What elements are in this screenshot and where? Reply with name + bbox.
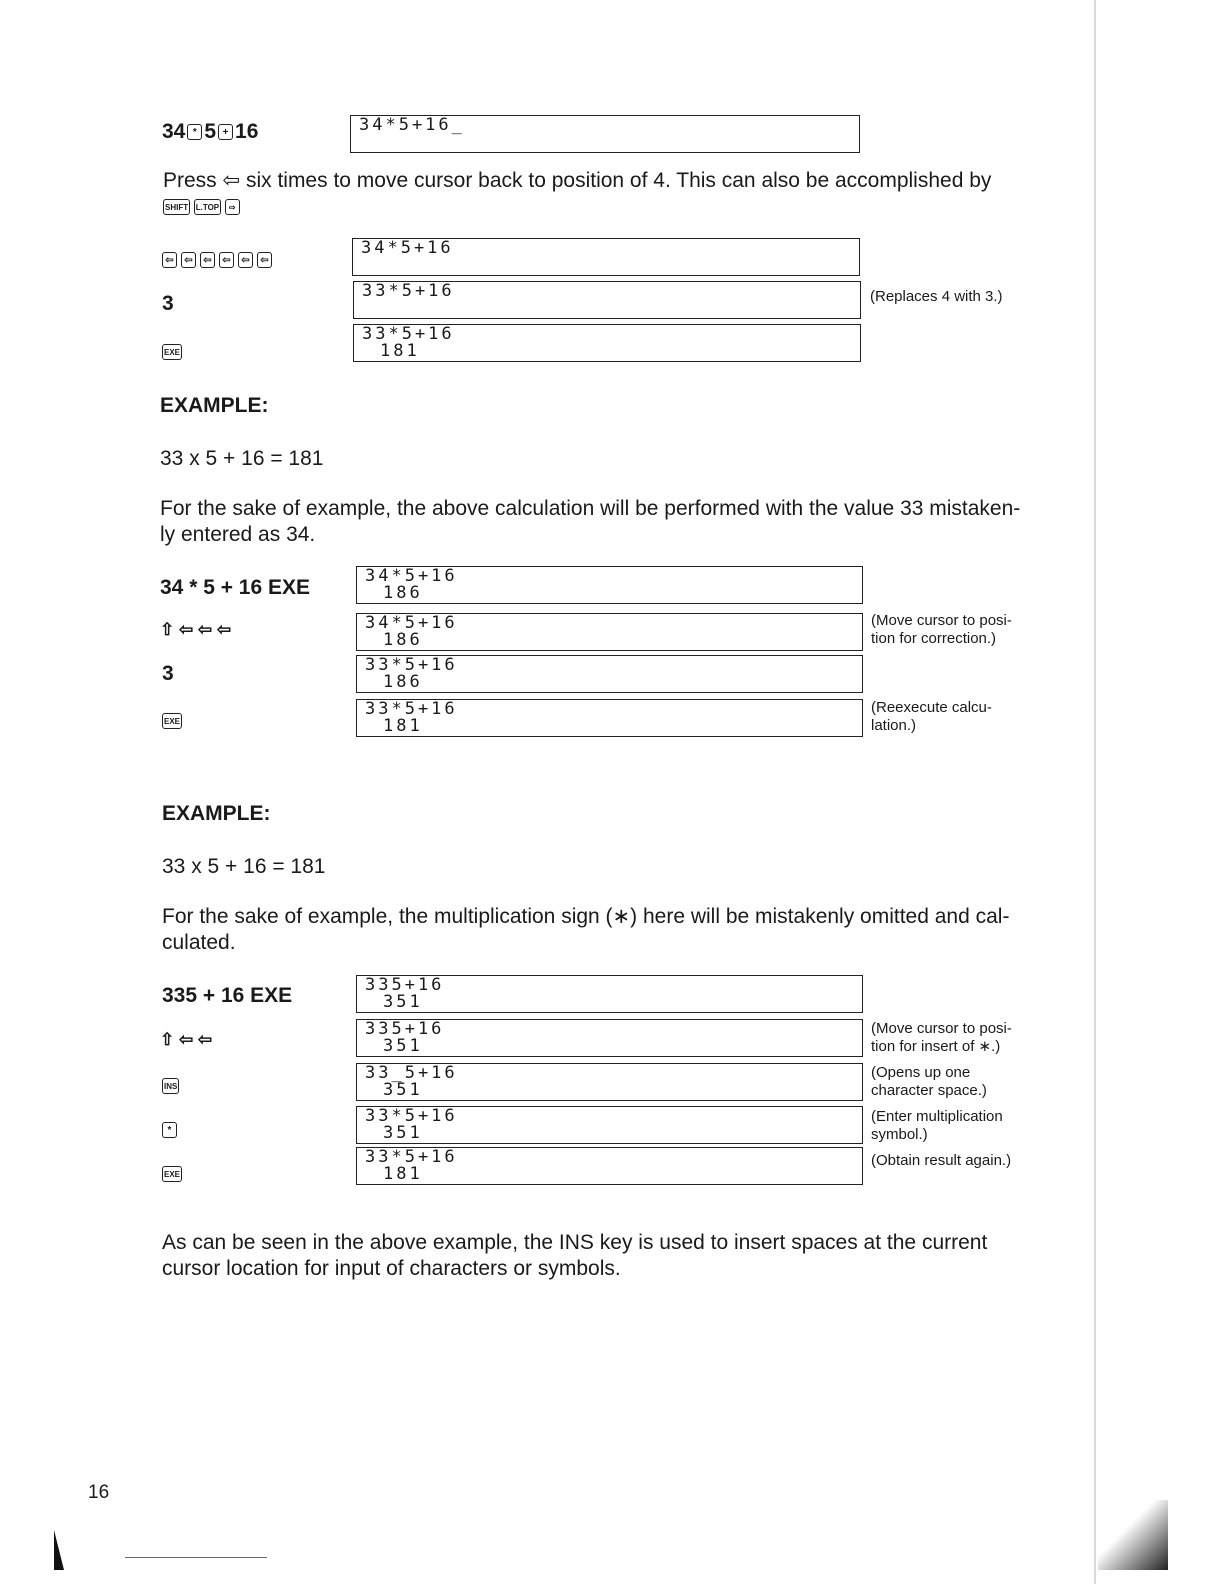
lcd-display	[356, 1019, 863, 1057]
key-3: 3	[162, 662, 174, 685]
lcd-line: 335+16	[365, 1019, 445, 1039]
lcd-line: 335+16	[365, 975, 445, 995]
lcd-line: 351	[383, 1123, 423, 1143]
page-number: 16	[88, 1482, 110, 1503]
lcd-line: 186	[383, 672, 423, 692]
paragraph-line: For the sake of example, the above calculation will be performed with the value 33 mistaken-	[160, 497, 1021, 520]
lcd-line: 34*5+16	[361, 238, 454, 258]
left-arrow-key-icon: ⇦	[162, 252, 177, 268]
left-arrow-key-icon: ⇦	[219, 252, 234, 268]
exe-key-wrap	[160, 340, 184, 364]
note: (Move cursor to posi-	[871, 612, 1012, 629]
note: tion for insert of ∗.)	[871, 1038, 1001, 1055]
lcd-display	[352, 238, 860, 276]
lcd-line: 33*5+16	[365, 699, 458, 719]
lcd-line: 33_5+16	[365, 1063, 458, 1083]
key-sequence: 335 + 16 EXE	[162, 984, 293, 1007]
exe-key-icon: EXE	[162, 713, 182, 729]
lcd-line: 34*5+16_	[359, 115, 465, 135]
ltop-key-icon: L.TOP	[194, 199, 221, 215]
example-heading: EXAMPLE:	[160, 394, 269, 417]
shift-key-icon: SHIFT	[163, 199, 190, 215]
lcd-line: 181	[383, 716, 423, 736]
note: tion for correction.)	[871, 630, 997, 647]
lcd-display	[356, 1106, 863, 1144]
ins-key-wrap	[160, 1074, 181, 1098]
lcd-display	[353, 281, 861, 319]
note: (Replaces 4 with 3.)	[870, 288, 1003, 305]
equation: 33 x 5 + 16 = 181	[160, 447, 324, 470]
paragraph-line: cursor location for input of characters or symbols.	[162, 1257, 621, 1280]
lcd-display	[356, 655, 863, 693]
lcd-line: 186	[383, 583, 423, 603]
key-3: 3	[162, 292, 174, 315]
paragraph-line: For the sake of example, the multiplication sign (∗) here will be mistakenly omitted and cal-	[162, 905, 1010, 928]
page-edge-shadow	[1098, 1500, 1168, 1570]
step0-keys: 34 * 5 + 16	[162, 120, 259, 143]
key-sequence: ⇧ ⇦ ⇦ ⇦	[160, 620, 232, 639]
exe-key-icon: EXE	[162, 1166, 182, 1182]
note: (Opens up one	[871, 1064, 971, 1081]
note: (Obtain result again.)	[871, 1152, 1012, 1169]
note: symbol.)	[871, 1126, 928, 1143]
lcd-line: 34*5+16	[365, 613, 458, 633]
left-arrow-keys	[160, 248, 274, 272]
right-arrow-key-icon: ⇨	[225, 199, 240, 215]
lcd-line: 351	[383, 1036, 423, 1056]
note: (Enter multiplication	[871, 1108, 1003, 1125]
key-sequence	[163, 198, 240, 215]
example-heading: EXAMPLE:	[162, 802, 271, 825]
lcd-display	[356, 566, 863, 604]
lcd-line: 33*5+16	[365, 655, 458, 675]
paragraph-line: Press ⇦ six times to move cursor back to position of 4. This can also be accomplished by	[163, 169, 992, 192]
left-arrow-key-icon: ⇦	[181, 252, 196, 268]
lcd-line: 33*5+16	[365, 1147, 458, 1167]
lcd-line: 34*5+16	[365, 566, 458, 586]
lcd-line: 33*5+16	[362, 324, 455, 344]
note: (Reexecute calcu-	[871, 699, 992, 716]
key-sequence: 34 * 5 + 16 EXE	[160, 576, 311, 599]
lcd-line: 186	[383, 630, 423, 650]
lcd-display	[356, 975, 863, 1013]
exe-key-icon: EXE	[162, 344, 182, 360]
paragraph-line: ly entered as 34.	[160, 523, 316, 546]
lcd-display	[350, 115, 860, 153]
divider	[125, 1557, 267, 1558]
key-sequence: ⇧ ⇦ ⇦	[160, 1030, 213, 1049]
paragraph-line: culated.	[162, 931, 236, 954]
plus-key-icon: +	[218, 124, 233, 140]
lcd-display	[356, 699, 863, 737]
page-corner-mark	[54, 1530, 64, 1570]
lcd-display	[356, 1063, 863, 1101]
lcd-line: 181	[380, 341, 420, 361]
lcd-line: 181	[383, 1164, 423, 1184]
lcd-display	[353, 324, 861, 362]
lcd-line: 33*5+16	[362, 281, 455, 301]
note: lation.)	[871, 717, 917, 734]
lcd-line: 33*5+16	[365, 1106, 458, 1126]
equation: 33 x 5 + 16 = 181	[162, 855, 326, 878]
paragraph-line: As can be seen in the above example, the INS key is used to insert spaces at the current	[162, 1231, 988, 1254]
note: character space.)	[871, 1082, 987, 1099]
lcd-display	[356, 613, 863, 651]
exe-key-wrap	[160, 709, 184, 733]
left-arrow-key-icon: ⇦	[200, 252, 215, 268]
lcd-line: 351	[383, 1080, 423, 1100]
lcd-display	[356, 1147, 863, 1185]
lcd-line: 351	[383, 992, 423, 1012]
ins-key-icon: INS	[162, 1078, 179, 1094]
left-arrow-key-icon: ⇦	[257, 252, 272, 268]
multiply-key-icon: *	[162, 1122, 177, 1138]
left-arrow-key-icon: ⇦	[238, 252, 253, 268]
multiply-key-wrap	[160, 1118, 179, 1142]
note: (Move cursor to posi-	[871, 1020, 1012, 1037]
page-edge	[1094, 0, 1096, 1584]
exe-key-wrap	[160, 1162, 184, 1186]
multiply-key-icon: *	[187, 124, 202, 140]
